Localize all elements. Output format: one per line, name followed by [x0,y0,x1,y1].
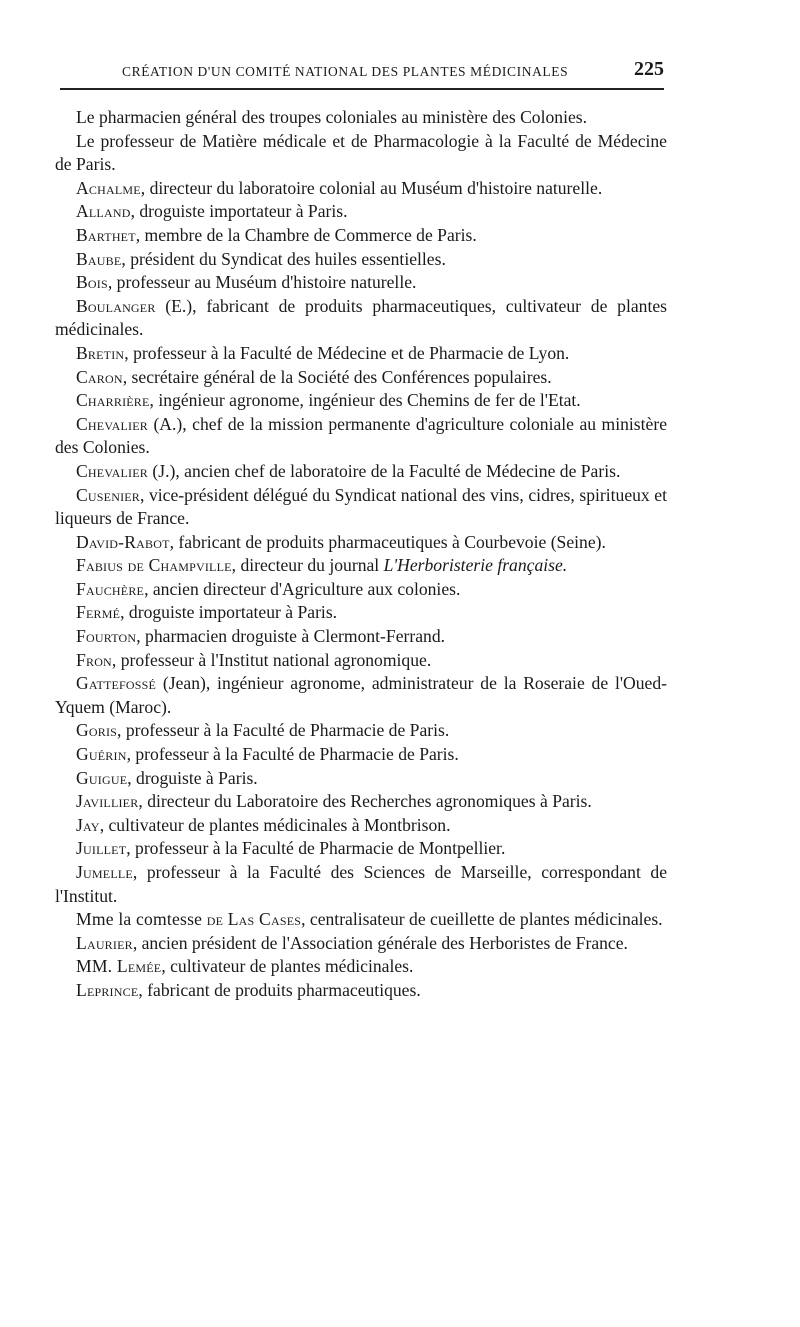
member-name: Alland [76,201,131,222]
member-name: Bois [76,272,108,293]
member-entry [55,743,667,767]
member-description: , ancien directeur d'Agriculture aux colonies. [144,578,461,599]
member-name: Fabius de Champville [76,555,232,576]
member-entry [55,649,667,673]
member-description: , centralisateur de cueillette de plantes médicinales. [301,909,663,930]
entry-prefix: MM. [76,956,117,977]
member-description: , fabricant de produits pharmaceutiques. [138,979,421,1000]
member-entry [55,790,667,814]
member-name: Gattefossé [76,673,157,694]
member-description: , professeur à la Faculté de Pharmacie de Paris. [117,720,450,741]
member-entry [55,224,667,248]
member-entry [55,767,667,791]
member-description: , secrétaire général de la Société des Conférences populaires. [122,366,552,387]
member-entry [55,366,667,390]
member-name: Juillet [76,838,127,859]
member-description: , directeur du journal [231,555,384,576]
member-name: Leprince [76,979,139,1000]
member-description: , professeur au Muséum d'histoire naturelle. [107,272,417,293]
member-entry [55,200,667,224]
member-description: , président du Syndicat des huiles essentielles. [121,248,446,269]
member-description: (A.), chef de la mission permanente d'agriculture coloniale au ministère des Colonies. [55,413,667,458]
member-name: Achalme [76,177,141,198]
member-description: , professeur à la Faculté de Pharmacie de Paris. [126,744,459,765]
member-name: Fron [76,649,112,670]
member-entry [55,719,667,743]
page-header [60,58,664,90]
member-entry [55,389,667,413]
member-description: Le professeur de Matière médicale et de Pharmacologie à la Faculté de Médecine de Paris. [55,130,667,175]
member-name: Fauchère [76,578,145,599]
member-name: Caron [76,366,123,387]
member-name: David-Rabot [76,531,170,552]
member-list [55,106,667,1003]
member-name: Jay [76,814,100,835]
member-name: Barthet [76,224,136,245]
member-name: Cusenier [76,484,141,505]
member-description: , cultivateur de plantes médicinales à Montbrison. [99,814,451,835]
entry-prefix: Mme la comtesse [76,909,207,930]
member-entry [55,295,667,342]
running-title: CRÉATION D'UN COMITÉ NATIONAL DES PLANTES MÉDICINALES [122,64,569,79]
member-description: , membre de la Chambre de Commerce de Paris. [135,224,477,245]
member-name: Goris [76,720,118,741]
member-entry [55,531,667,555]
member-entry [55,554,667,578]
member-entry [55,814,667,838]
member-name: Fermé [76,602,121,623]
member-entry [55,130,667,177]
member-entry [55,177,667,201]
member-name: Lemée [116,956,162,977]
member-description: , fabricant de produits pharmaceutiques à Courbevoie (Seine). [169,531,606,552]
member-name: Fourton [76,626,137,647]
member-entry [55,413,667,460]
journal-title: L'Herboristerie française. [383,555,568,576]
member-description: , ancien président de l'Association générale des Herboristes de France. [132,932,628,953]
member-description: , pharmacien droguiste à Clermont-Ferrand. [136,626,446,647]
member-name: Chevalier [76,460,148,481]
member-name: Guigue [76,767,128,788]
member-entry [55,955,667,979]
member-name: Chevalier [76,413,148,434]
member-description: , vice-président délégué du Syndicat national des vins, cidres, spiritueux et liqueurs de France. [55,484,667,529]
member-description: (Jean), ingénieur agronome, administrateur de la Roseraie de l'Oued-Yquem (Maroc). [55,673,667,717]
member-name: Laurier [76,932,133,953]
member-description: , professeur à la Faculté de Pharmacie de Montpellier. [126,838,506,859]
member-description: , directeur du laboratoire colonial au Muséum d'histoire naturelle. [140,177,603,198]
member-entry [55,908,667,932]
member-description: , cultivateur de plantes médicinales. [161,956,414,977]
member-entry [55,460,667,484]
member-description: Le pharmacien général des troupes coloniales au ministère des Colonies. [76,107,588,127]
member-name: Bretin [76,342,125,363]
member-entry [55,342,667,366]
member-entry [55,248,667,272]
member-description: , directeur du Laboratoire des Recherches agronomiques à Paris. [138,791,592,812]
member-entry [55,672,667,719]
member-entry [55,106,667,130]
member-name: Jumelle [76,862,133,882]
member-description: , professeur à l'Institut national agronomique. [111,649,432,670]
member-entry [55,979,667,1003]
member-description: (J.), ancien chef de laboratoire de la Faculté de Médecine de Paris. [147,460,621,481]
member-entry [55,601,667,625]
member-description: , professeur à la Faculté des Sciences de Marseille, correspondant de l'Institut. [55,862,667,906]
member-entry [55,625,667,649]
member-name: Guérin [76,744,127,765]
member-entry [55,271,667,295]
page-number: 225 [634,58,664,80]
member-entry [55,484,667,531]
member-name: de Las Cases [206,909,302,930]
member-entry [55,578,667,602]
member-entry [55,932,667,956]
member-description: , ingénieur agronome, ingénieur des Chemins de fer de l'Etat. [149,390,581,411]
member-name: Baube [76,248,122,269]
member-description: , droguiste à Paris. [127,767,258,788]
member-entry [55,837,667,861]
member-name: Javillier [76,791,139,812]
member-name: Charrière [76,390,150,411]
member-description: , professeur à la Faculté de Médecine et de Pharmacie de Lyon. [124,342,570,363]
member-name: Boulanger [76,295,156,316]
member-entry [55,861,667,908]
member-description: , droguiste importateur à Paris. [130,201,348,222]
member-description: , droguiste importateur à Paris. [120,602,338,623]
member-description: (E.), fabricant de produits pharmaceutiques, cultivateur de plantes médicinales. [55,295,667,340]
